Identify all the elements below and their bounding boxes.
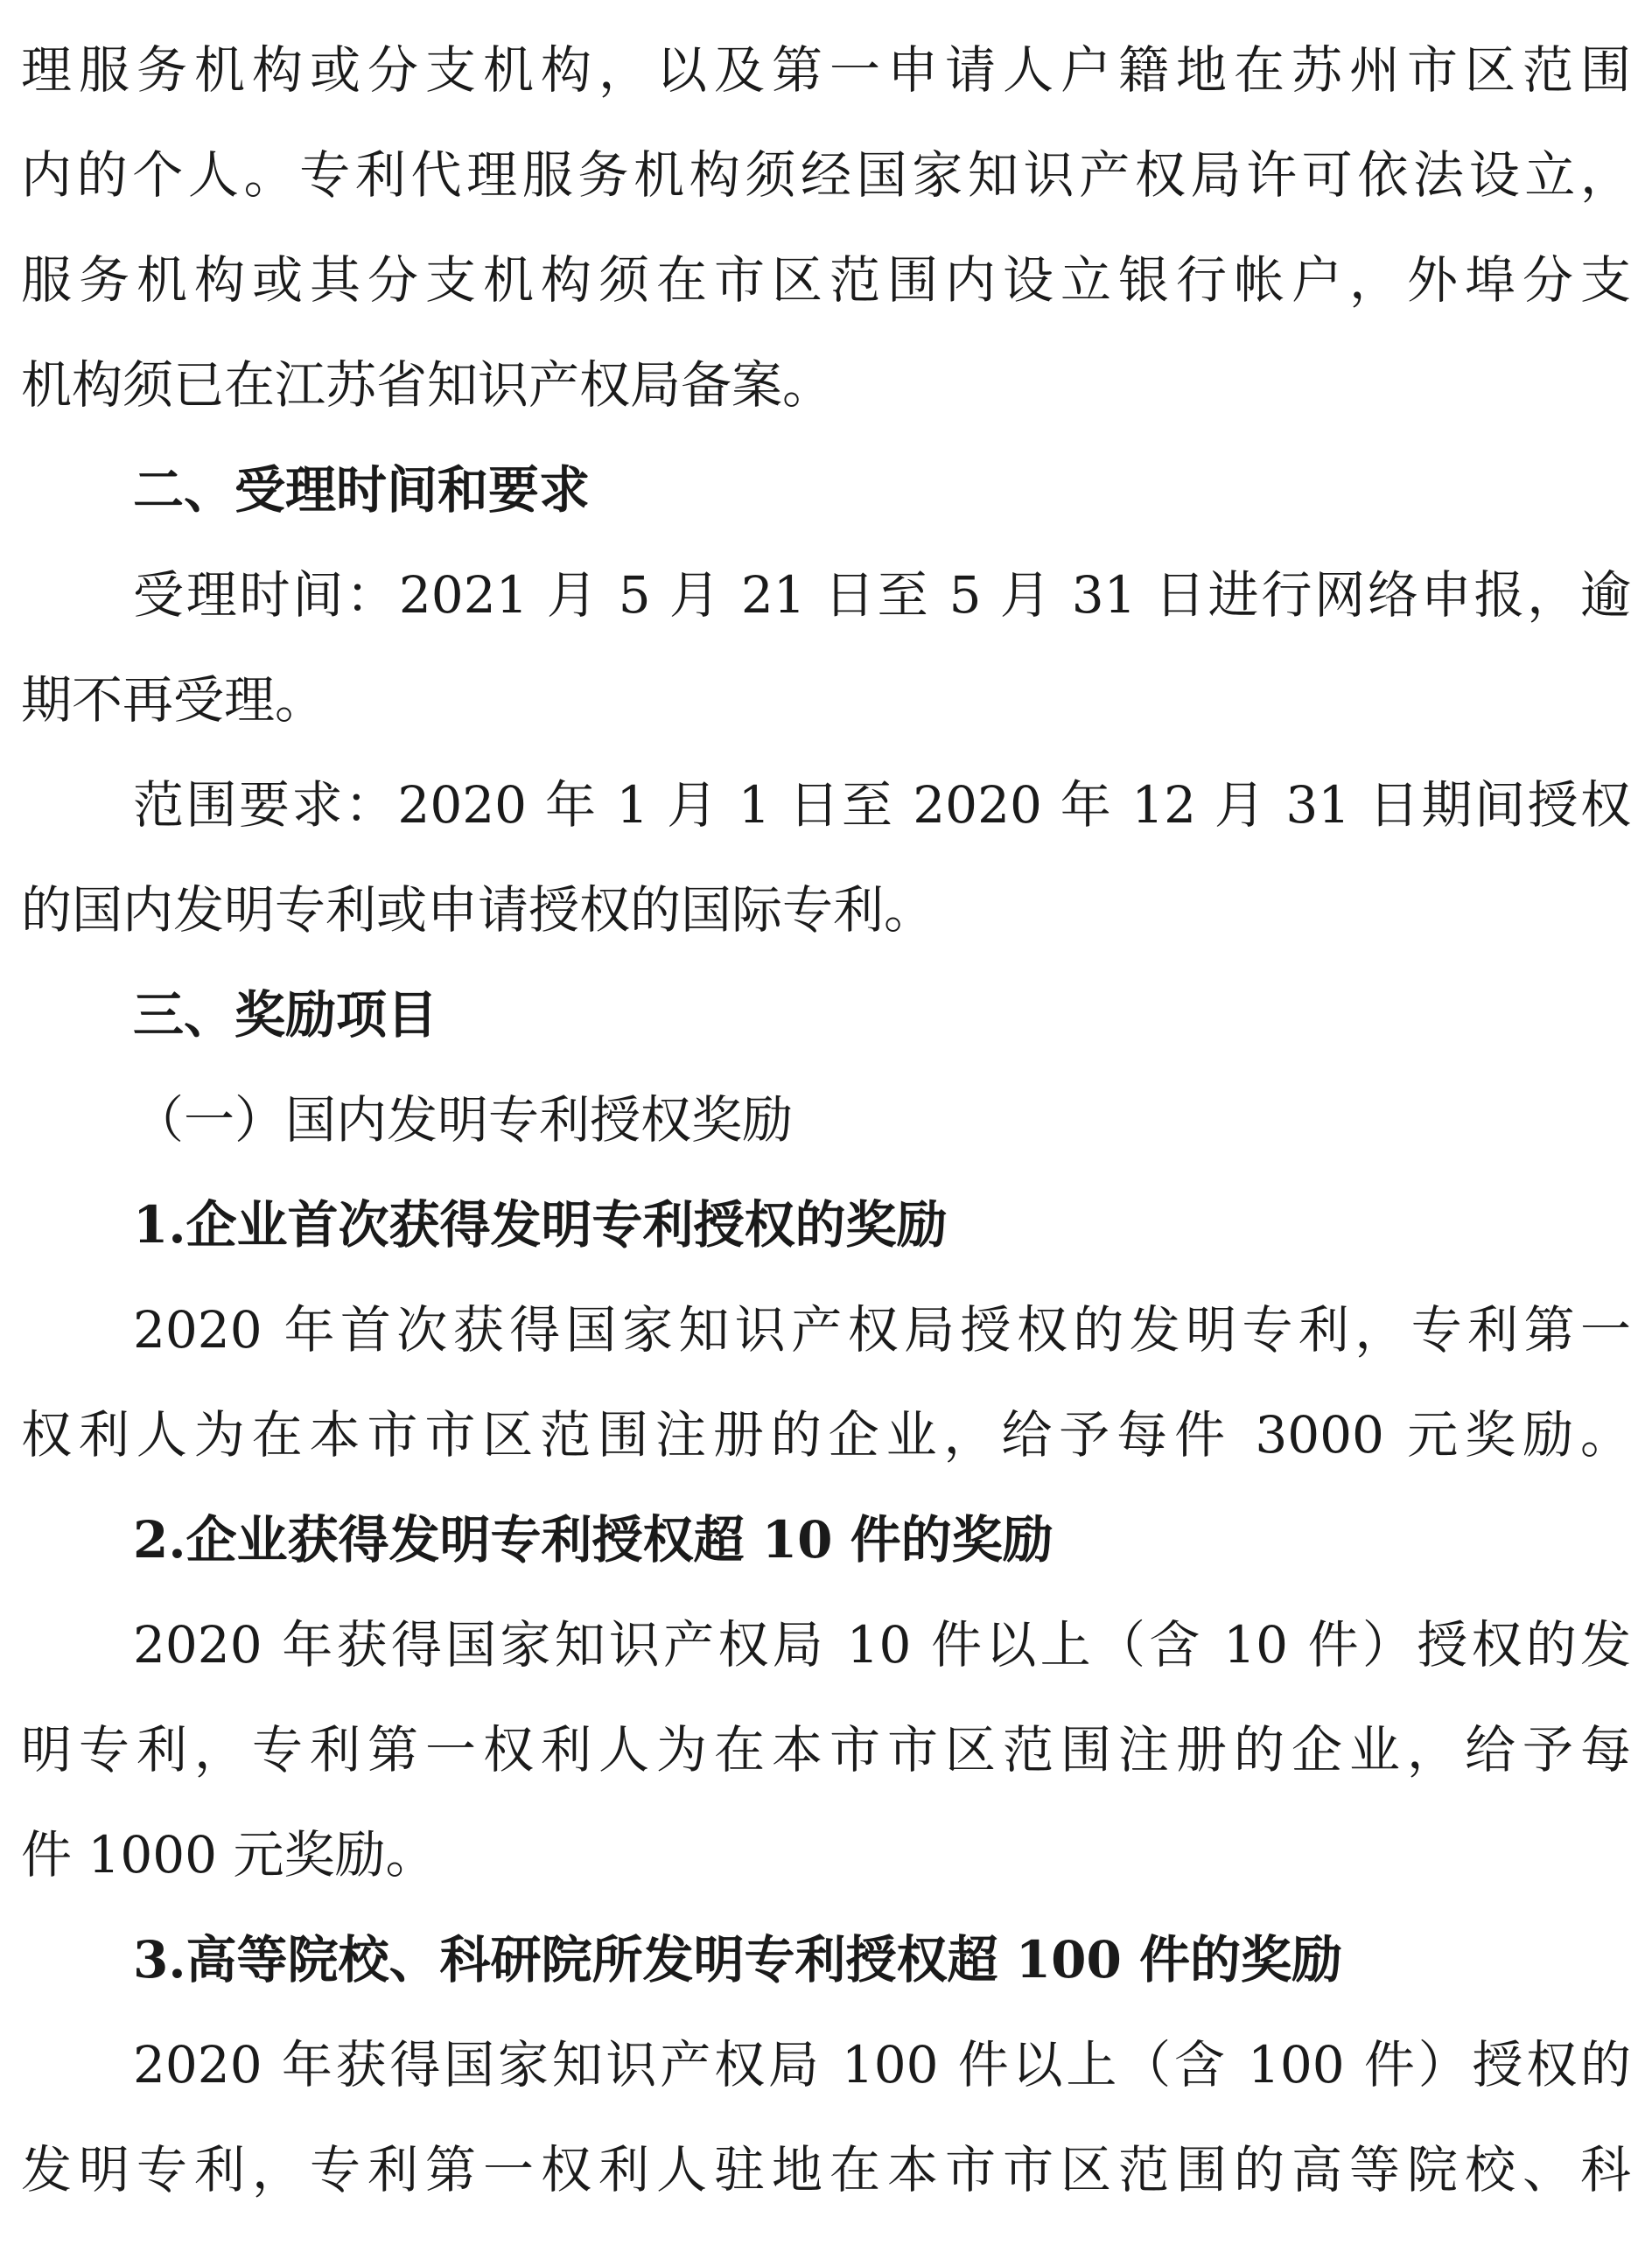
- paragraph-line: 2020 年获得国家知识产权局 100 件以上（含 100 件）授权的: [133, 2035, 1631, 2095]
- paragraph-line: 2020 年首次获得国家知识产权局授权的发明专利，专利第一: [133, 1300, 1631, 1360]
- item-heading-3: 3.高等院校、科研院所发明专利授权超 100 件的奖励: [133, 1930, 1343, 1990]
- item-heading-1: 1.企业首次获得发明专利授权的奖励: [133, 1195, 948, 1255]
- paragraph-line: 内的个人。专利代理服务机构须经国家知识产权局许可依法设立，: [21, 145, 1631, 205]
- section-heading-2: 二、受理时间和要求: [133, 460, 591, 520]
- item-heading-2: 2.企业获得发明专利授权超 10 件的奖励: [133, 1510, 1054, 1570]
- subsection-heading-1: （一）国内发明专利授权奖励: [133, 1090, 794, 1150]
- paragraph-line: 权利人为在本市市区范围注册的企业，给予每件 3000 元奖励。: [21, 1405, 1631, 1465]
- paragraph-line: 的国内发明专利或申请授权的国际专利。: [21, 880, 935, 940]
- paragraph-line: 期不再受理。: [21, 670, 326, 730]
- paragraph-line: 范围要求：2020 年 1 月 1 日至 2020 年 12 月 31 日期间授权: [133, 775, 1631, 835]
- paragraph-line: 件 1000 元奖励。: [21, 1825, 437, 1885]
- paragraph-line: 2020 年获得国家知识产权局 10 件以上（含 10 件）授权的发: [133, 1615, 1631, 1675]
- paragraph-line: 服务机构或其分支机构须在市区范围内设立银行帐户，外埠分支: [21, 250, 1631, 310]
- paragraph-line: 发明专利，专利第一权利人驻地在本市市区范围的高等院校、科: [21, 2140, 1631, 2200]
- paragraph-line: 机构须已在江苏省知识产权局备案。: [21, 355, 834, 415]
- paragraph-line: 明专利，专利第一权利人为在本市市区范围注册的企业，给予每: [21, 1720, 1631, 1780]
- section-heading-3: 三、奖励项目: [133, 985, 438, 1045]
- paragraph-line: 受理时间：2021 月 5 月 21 日至 5 月 31 日进行网络申报，逾: [133, 565, 1631, 625]
- paragraph-line: 理服务机构或分支机构，以及第一申请人户籍地在苏州市区范围: [21, 40, 1631, 100]
